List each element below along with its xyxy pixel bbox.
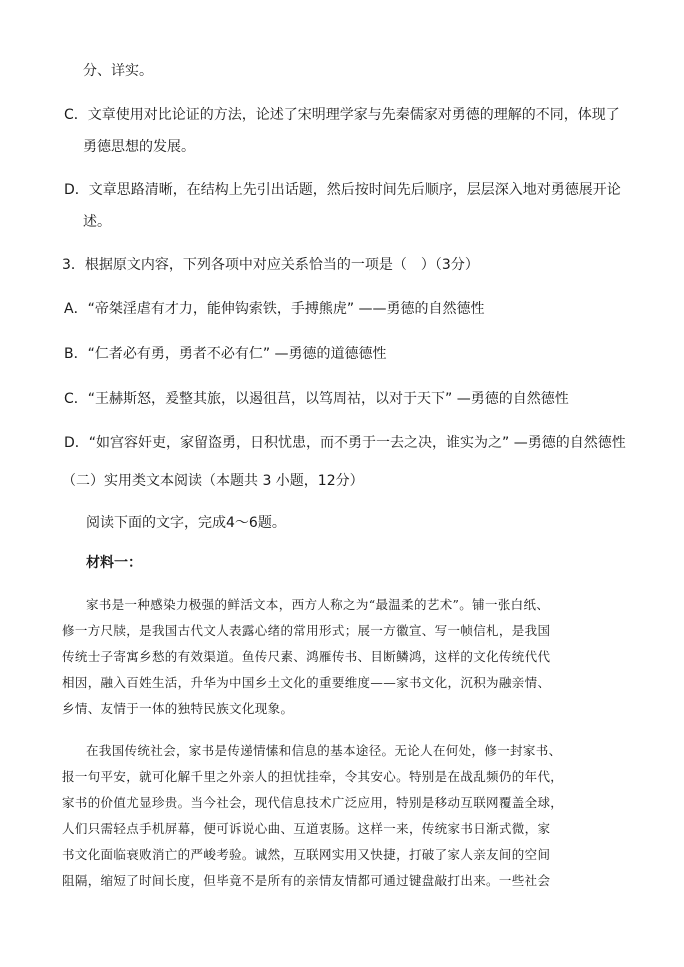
q2-option-b-tail: 分、详实。: [83, 63, 153, 79]
q3-option-d: D．“如宫容奸吏，家留盗勇，日积忧患，而不勇于一去之决，谁实为之” —勇德的自然德性: [64, 435, 626, 451]
q2-option-c-line1: C．文章使用对比论证的方法，论述了宋明理学家与先秦儒家对勇德的理解的不同，体现了: [64, 107, 620, 123]
material-1-title: 材料一：: [86, 555, 142, 571]
q2-option-c-line2: 勇德思想的发展。: [83, 139, 195, 155]
para2-line2: 报一句平安，就可化解千里之外亲人的担忧挂牵，令其安心。特别是在战乱频仍的年代，: [62, 769, 564, 784]
para2-line3: 家书的价值尤显珍贵。当今社会，现代信息技术广泛应用，特别是移动互联网覆盖全球，: [62, 795, 564, 810]
para1-line3: 传统士子寄寓乡愁的有效渠道。鱼传尺素、鸿雁传书、目断鳞鸿，这样的文化传统代代: [62, 649, 551, 664]
q3-option-c: C．“王赫斯怒，爰整其旅，以遏徂莒，以笃周祜，以对于天下” —勇德的自然德性: [64, 391, 569, 407]
para1-line4: 相因，融入百姓生活，升华为中国乡土文化的重要维度——家书文化，沉积为融亲情、: [62, 675, 551, 690]
para1-line5: 乡情、友情于一体的独特民族文化现象。: [62, 701, 294, 716]
para2-line5: 书文化面临衰败消亡的严峻考验。诚然，互联网实用又快捷，打破了家人亲友间的空间: [62, 847, 551, 862]
para1-line1: 家书是一种感染力极强的鲜活文本，西方人称之为“最温柔的艺术”。铺一张白纸、: [86, 597, 550, 612]
q2-option-d-line2: 述。: [83, 214, 111, 230]
q3-option-a: A．“帝桀淫虐有才力，能伸钩索铁，手搏熊虎” ——勇德的自然德性: [64, 301, 485, 317]
para2-line6: 阻隔，缩短了时间长度，但毕竟不是所有的亲情友情都可通过键盘敲打出来。一些社会: [62, 873, 551, 888]
para2-line1: 在我国传统社会，家书是传递情愫和信息的基本途径。无论人在何处，修一封家书、: [86, 743, 562, 758]
para2-line4: 人们只需轻点手机屏幕，便可诉说心曲、互道衷肠。这样一来，传统家书日渐式微，家: [62, 821, 551, 836]
q2-option-d-line1: D．文章思路清晰，在结构上先引出话题，然后按时间先后顺序，层层深入地对勇德展开论: [64, 182, 621, 198]
section-2-title: （二）实用类文本阅读（本题共 3 小题，12分）: [62, 473, 364, 489]
para1-line2: 修一方尺牍，是我国古代文人表露心绪的常用形式；展一方徽宣、写一帧信札，是我国: [62, 623, 551, 638]
question-3-stem: 3．根据原文内容，下列各项中对应关系恰当的一项是（ ）（3分）: [62, 257, 479, 273]
instruction: 阅读下面的文字，完成4～6题。: [86, 515, 286, 531]
q3-option-b: B．“仁者必有勇，勇者不必有仁” —勇德的道德德性: [64, 346, 387, 362]
